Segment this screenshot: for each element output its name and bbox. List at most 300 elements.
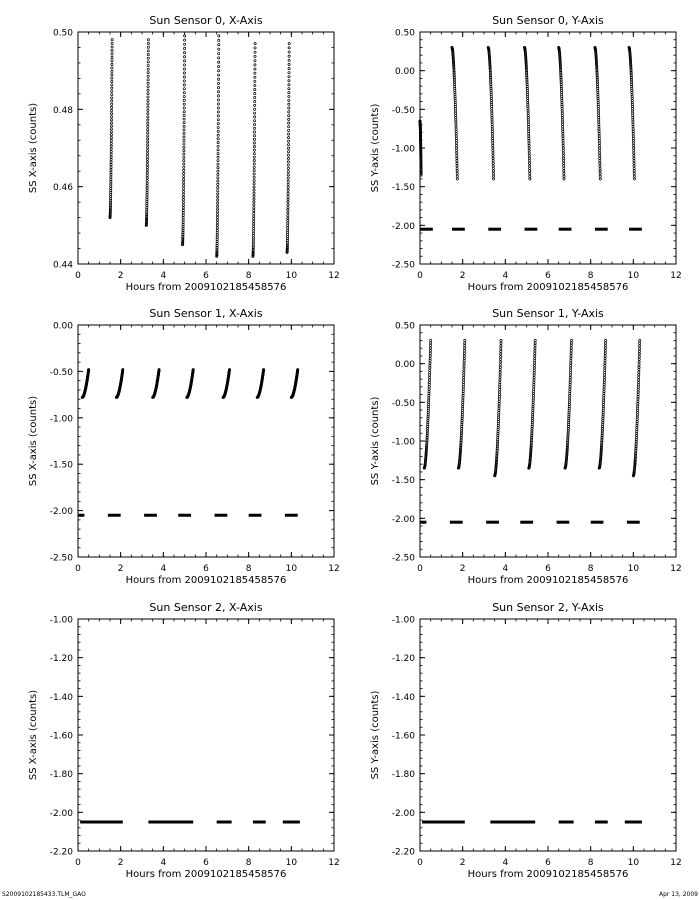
data-point [217,186,219,188]
data-point [253,135,255,137]
data-point [217,70,219,72]
data-point [254,47,256,49]
data-point [563,178,565,180]
y-axis-label: SS X-axis (counts) [28,395,39,487]
data-point [633,154,635,156]
data-point [492,157,494,159]
data-point [455,125,457,127]
data-point [183,99,185,101]
data-point [146,155,148,157]
data-point [632,132,634,134]
data-point [562,132,564,134]
data-point [183,179,185,181]
data-point [111,97,113,99]
data-point [146,179,148,181]
data-point [500,345,502,347]
data-point [111,103,113,105]
data-point [217,145,219,147]
data-point [492,170,494,172]
data-point [639,339,641,341]
data-point [288,129,290,131]
data-point [110,139,112,141]
data-point [638,366,640,368]
data-point [147,122,149,124]
data-point [216,227,218,229]
data-point [456,165,458,167]
data-point [110,125,112,127]
data-point [252,232,254,234]
data-point [182,193,184,195]
data-point [253,153,255,155]
data-point [429,352,431,354]
data-point [252,230,254,232]
data-point [456,175,458,177]
data-point [455,147,457,149]
data-point [147,82,149,84]
data-point [562,157,564,159]
data-point [455,128,457,130]
data-point [287,214,289,216]
data-point [110,128,112,130]
data-point [492,145,494,147]
data-point [569,372,571,374]
y-tick-label: -0.50 [391,105,415,116]
data-point [254,108,256,110]
data-point [288,126,290,128]
data-point [218,35,220,37]
data-point [111,94,113,96]
data-point [463,364,465,366]
y-tick-label: -1.00 [391,615,415,626]
data-point [147,103,149,105]
data-point [183,175,185,177]
y-tick-label: -1.50 [391,183,415,194]
data-point [491,130,493,132]
data-point [534,352,536,354]
data-point [428,376,430,378]
data-point [492,142,494,144]
data-point [528,160,530,162]
data-point [254,51,256,53]
data-point [110,158,112,160]
data-point [534,357,536,359]
data-point [253,201,255,203]
data-point [288,84,290,86]
data-point [217,199,219,201]
data-point [217,91,219,93]
data-point [599,173,601,175]
data-point [598,147,600,149]
data-point [287,180,289,182]
data-point [604,362,606,364]
data-point [563,175,565,177]
data-point [637,391,639,393]
data-point [217,149,219,151]
data-point [218,52,220,54]
data-point [633,173,635,175]
data-point [253,159,255,161]
y-tick-label: -2.20 [391,847,415,858]
x-tick-label: 2 [459,271,466,281]
data-point [111,100,113,102]
data-point [254,76,256,78]
data-point [216,205,218,207]
data-point [253,127,255,129]
data-point [110,136,112,138]
data-point [528,165,530,167]
data-point [216,236,218,238]
data-point [253,123,255,125]
x-tick-label: 12 [670,564,682,574]
data-point [182,212,184,214]
data-point [287,186,289,188]
data-point [491,119,493,121]
data-point [217,103,219,105]
data-point [216,232,218,234]
x-tick-label: 8 [587,271,594,281]
data-point [287,174,289,176]
data-point [253,131,255,133]
data-point [463,360,465,362]
data-point [254,43,256,45]
data-point [456,149,458,151]
data-point [147,132,149,134]
x-tick-label: 6 [203,271,209,281]
data-point [570,367,572,369]
data-point [455,140,457,142]
data-point [184,43,186,45]
data-point [287,140,289,142]
data-point [632,130,634,132]
data-point [569,376,571,378]
data-point [183,68,185,70]
data-point [533,386,535,388]
data-point [146,177,148,179]
data-point [287,177,289,179]
data-point [217,74,219,76]
data-point [287,224,289,226]
data-point [287,206,289,208]
data-point [218,57,220,59]
data-point [633,167,635,169]
y-tick-label: 0.44 [52,260,73,271]
data-point [462,383,464,385]
data-point [110,164,112,166]
data-point [637,388,639,390]
data-point [428,390,430,392]
data-point [491,123,493,125]
data-point [182,196,184,198]
data-point [111,67,113,69]
data-point [638,369,640,371]
x-axis-label: Hours from 2009102185458576 [125,282,287,293]
x-tick-label: 0 [75,564,81,574]
x-tick-label: 0 [417,271,423,281]
data-point [287,222,289,224]
y-tick-label: -2.00 [391,808,415,819]
data-point [498,403,500,405]
data-point [217,163,219,165]
data-point [599,162,601,164]
data-point [598,149,600,151]
y-tick-label: -1.50 [391,476,415,487]
data-point [288,63,290,65]
data-point [147,116,149,118]
data-point [563,167,565,169]
data-point [147,86,149,88]
data-point [146,182,148,184]
data-point [183,129,185,131]
y-tick-label: -1.60 [49,731,73,742]
data-point [569,390,571,392]
data-point [637,400,639,402]
y-tick-label: -1.20 [391,654,415,665]
data-point [637,405,639,407]
data-point [428,392,430,394]
data-point [604,342,606,344]
x-tick-label: 10 [627,271,640,281]
data-point [111,74,113,76]
data-point [217,86,219,88]
data-point [288,88,290,90]
data-point [287,183,289,185]
data-point [288,107,290,109]
data-point [218,65,220,67]
data-point [182,214,184,216]
data-point [462,392,464,394]
data-point [637,386,639,388]
y-axis-label: SS X-axis (counts) [28,689,39,781]
data-point [429,374,431,376]
y-tick-label: -1.50 [49,460,73,471]
x-tick-label: 8 [245,858,252,868]
chart-title: Sun Sensor 1, X-Axis [149,307,263,320]
data-point [498,412,500,414]
data-point [288,118,290,120]
data-point [499,363,501,365]
data-point [183,143,185,145]
data-point [147,138,149,140]
data-point [599,170,601,172]
data-point [287,204,289,206]
data-point [254,84,256,86]
data-point [562,137,564,139]
y-tick-label: -1.00 [49,414,73,425]
data-point [147,75,149,77]
data-point [110,171,112,173]
data-point [253,145,255,147]
data-point [570,339,572,341]
data-point [429,355,431,357]
data-point [253,149,255,151]
data-point [633,178,635,180]
data-point [254,92,256,94]
data-point [528,152,530,154]
data-point [491,137,493,139]
data-point [287,201,289,203]
data-point [529,175,531,177]
data-point [147,68,149,70]
data-point [184,35,186,37]
data-point [287,198,289,200]
data-point [217,170,219,172]
footer-date: Apr 13, 2009 [658,891,698,898]
y-tick-label: -2.50 [391,553,415,564]
data-point [183,111,185,113]
data-point [533,369,535,371]
data-point [110,116,112,118]
data-point [147,141,149,143]
data-point [182,207,184,209]
data-point [599,154,601,156]
data-point [146,174,148,176]
x-tick-label: 8 [587,858,594,868]
x-tick-label: 12 [670,271,682,281]
data-point [218,61,220,63]
data-point [111,56,113,58]
data-point [499,366,501,368]
data-point [217,82,219,84]
data-point [491,128,493,130]
data-point [533,379,535,381]
x-tick-label: 2 [459,858,466,868]
y-tick-label: -2.00 [391,514,415,525]
data-point [570,355,572,357]
data-point [287,164,289,166]
x-tick-label: 10 [627,858,640,868]
data-point [603,376,605,378]
data-point [111,63,113,65]
data-point [110,148,112,150]
data-point [254,100,256,102]
data-point [110,122,112,124]
data-point [146,187,148,189]
plot-frame [420,619,676,851]
data-point [532,390,534,392]
data-point [598,119,600,121]
data-point [498,405,500,407]
x-tick-label: 0 [417,564,423,574]
data-point [527,121,529,123]
data-point [462,388,464,390]
data-point [561,116,563,118]
x-axis-label: Hours from 2009102185458576 [125,869,287,880]
data-point [110,174,112,176]
data-point [500,348,502,350]
x-tick-label: 12 [328,271,340,281]
data-point [533,376,535,378]
data-point [463,352,465,354]
data-point [491,135,493,137]
data-point [562,125,564,127]
data-point [287,209,289,211]
data-point [498,393,500,395]
y-tick-label: -0.50 [49,367,73,378]
data-point [111,90,113,92]
data-point [534,350,536,352]
data-point [604,347,606,349]
data-point [110,169,112,171]
data-point [429,369,431,371]
data-point [528,130,530,132]
data-point [603,379,605,381]
data-point [492,160,494,162]
data-point [562,154,564,156]
data-point [217,152,219,154]
data-point [569,383,571,385]
data-point [562,142,564,144]
y-tick-label: 0.00 [52,321,73,332]
data-point [147,57,149,59]
data-point [183,122,185,124]
data-point [632,137,634,139]
data-point [287,219,289,221]
data-point [288,55,290,57]
y-tick-label: -2.00 [49,808,73,819]
data-point [110,113,112,115]
data-point [428,386,430,388]
data-point [183,114,185,116]
data-point [147,106,149,108]
data-point [534,339,536,341]
data-point [183,47,185,49]
data-point [183,153,185,155]
data-point [147,50,149,52]
data-point [637,384,639,386]
data-point [498,391,500,393]
data-point [287,217,289,219]
data-point [217,123,219,125]
data-point [217,167,219,169]
data-point [183,84,185,86]
data-point [562,160,564,162]
data-point [456,173,458,175]
data-point [570,352,572,354]
data-point [632,123,634,125]
data-point [287,137,289,139]
data-point [147,109,149,111]
data-point [533,367,535,369]
data-point [633,147,635,149]
data-point [147,79,149,81]
data-point [254,80,256,82]
y-axis-label: SS Y-axis (counts) [370,690,381,780]
data-point [638,361,640,363]
data-point [569,386,571,388]
data-point [463,367,465,369]
data-point [527,128,529,130]
data-point [287,195,289,197]
data-point [633,170,635,172]
chart-panel-5 [370,601,682,880]
data-point [462,381,464,383]
data-point [217,190,219,192]
chart-panel-3 [370,307,682,586]
data-point [429,350,431,352]
data-point [288,95,290,97]
data-point [638,353,640,355]
data-point [528,140,530,142]
data-point [216,219,218,221]
data-point [111,39,113,41]
data-point [528,142,530,144]
data-point [599,152,601,154]
data-point [254,68,256,70]
data-point [493,178,495,180]
data-point [533,388,535,390]
data-point [604,350,606,352]
data-point [254,116,256,118]
